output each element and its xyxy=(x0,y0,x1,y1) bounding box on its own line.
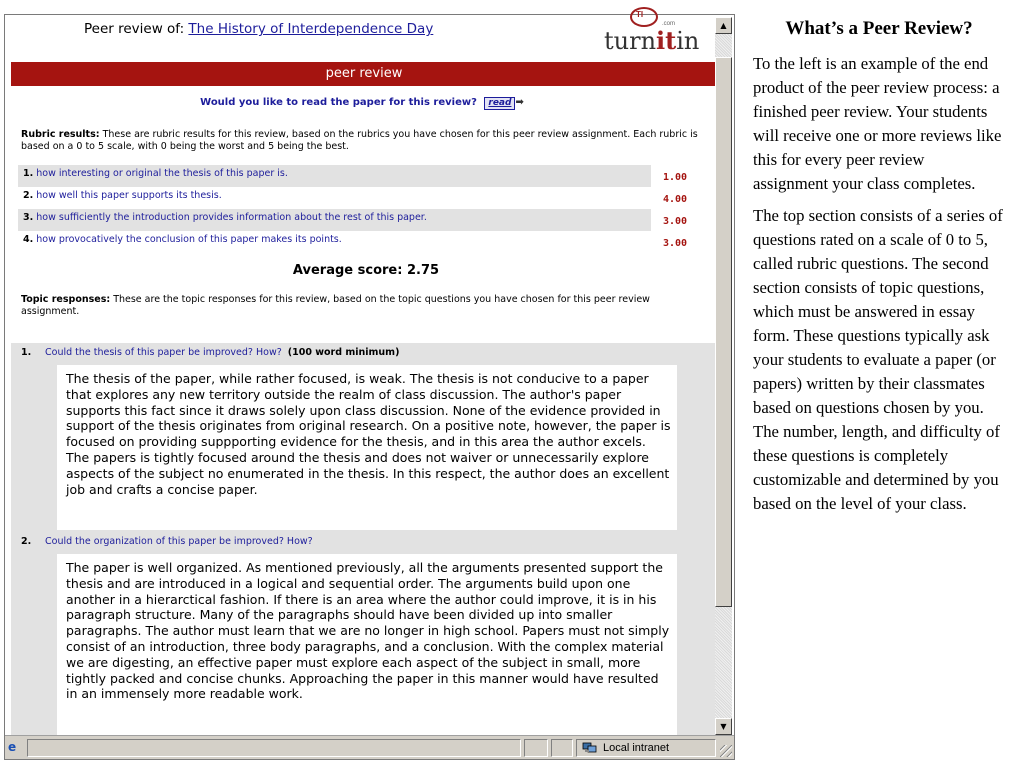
status-pane xyxy=(524,739,548,757)
topic-question-text: Could the organization of this paper be improved? How? xyxy=(45,536,313,547)
internet-explorer-icon: e xyxy=(8,740,17,754)
rubric-row xyxy=(18,231,712,253)
scroll-up-arrow-icon[interactable]: ▲ xyxy=(715,17,732,34)
paper-title-link[interactable]: The History of Interdependence Day xyxy=(188,21,434,37)
rubric-number: 4. xyxy=(23,234,34,245)
rubric-question xyxy=(18,165,651,187)
topic-question-text: Could the thesis of this paper be improved? How? xyxy=(45,347,282,358)
topic-intro xyxy=(21,294,711,318)
rubric-question xyxy=(18,187,651,209)
scroll-down-arrow-icon[interactable]: ▼ xyxy=(715,718,732,735)
topic-question-2 xyxy=(11,532,717,552)
slide-explanation xyxy=(753,18,1003,524)
status-bar xyxy=(5,735,734,759)
topic-answer-text: The thesis of the paper, while rather focused, is weak. The thesis is not conducive to a paper that explores any new territory outside the realm of class discussion. The author's paper supports this fact since it draws solely upon class discussion. None of the evidence provided in support of the thesis originates from original research. On a positive note, however, the paper is focused on providing suppporting evidence for the thesis, and in this area the author excels. The papers is tightly focused around the thesis and does not waiver or unnecessarily explore aspects of the subject no enumerated in the thesis. In this respect, the author does an excellent job and crafts a concise paper. xyxy=(57,365,677,530)
page-viewport xyxy=(9,10,715,735)
read-paper-button[interactable]: read xyxy=(484,97,515,110)
rubric-question xyxy=(18,231,651,253)
local-intranet-icon xyxy=(582,742,598,754)
read-paper-prompt: Would you like to read the paper for this review? xyxy=(200,97,477,108)
rubric-question-text: how provocatively the conclusion of this paper makes its points. xyxy=(36,234,342,245)
topic-number: 1. xyxy=(21,347,32,358)
slide-paragraph: To the left is an example of the end product of the peer review process: a finished peer review. Your students will receive one or more reviews like this for every peer review assignment your class completes. xyxy=(753,54,1002,193)
scrollbar-thumb[interactable] xyxy=(715,57,732,607)
rubric-row xyxy=(18,165,712,187)
read-paper-row xyxy=(9,97,715,110)
peer-review-banner: peer review xyxy=(11,62,717,86)
topic-intro-label: Topic responses: xyxy=(21,294,111,305)
topic-intro-text: These are the topic responses for this review, based on the topic questions you have chosen for this peer review assignment. xyxy=(21,294,650,317)
logo-wordmark xyxy=(604,26,699,55)
logo-text-part-3: in xyxy=(676,27,700,55)
topic-number: 2. xyxy=(21,536,32,547)
logo-text-part-1: turn xyxy=(604,27,657,55)
rubric-score: 3.00 xyxy=(663,216,688,227)
status-text-pane xyxy=(27,739,521,757)
status-pane xyxy=(551,739,573,757)
page-title xyxy=(84,21,433,37)
rubric-question-text: how sufficiently the introduction provides information about the rest of this paper. xyxy=(36,212,427,223)
rubric-question xyxy=(18,209,651,231)
rubric-table xyxy=(18,165,712,253)
resize-grip[interactable] xyxy=(720,745,732,757)
rubric-intro-label: Rubric results: xyxy=(21,129,100,140)
browser-window xyxy=(4,10,735,760)
read-arrow-icon[interactable]: ➡ xyxy=(515,97,524,108)
slide-paragraph: The top section consists of a series of questions rated on a scale of 0 to 5, called rubric questions. The second section consists of topic questions, which must be answered in essay form. These questions typically ask your students to evaluate a paper (or papers) written by their classmates based on questions chosen by you. The number, length, and difficulty of these questions is completely customizable and determined by you based on the level of your class. xyxy=(753,206,1003,513)
average-score-value: 2.75 xyxy=(406,263,440,278)
rubric-number: 2. xyxy=(23,190,34,201)
turnitin-logo[interactable] xyxy=(602,10,712,57)
logo-ring-text: TI xyxy=(636,10,644,19)
slide-heading: What’s a Peer Review? xyxy=(785,18,973,39)
rubric-question-text: how well this paper supports its thesis. xyxy=(36,190,222,201)
topic-question-1 xyxy=(11,343,717,363)
average-score-label: Average score: xyxy=(292,263,403,278)
page-title-prefix: Peer review of: xyxy=(84,21,189,37)
rubric-number: 3. xyxy=(23,212,34,223)
topic-response-2 xyxy=(11,552,717,738)
average-score xyxy=(9,263,715,278)
topic-answer-text: The paper is well organized. As mentioned previously, all the arguments presented support the thesis and are introduced in a logical and sequential order. The arguments build upon one another in a hierarctical fashion. If there is an area where the author could improve, it is in his paragraph structure. Many of the paragraphs should have been divided up into smaller paragraphs. The author must learn that we are no longer in high school. Papers must not simply consist of an introduction, three body paragraphs, and a conclusion. With the complex material we are digesting, an effective paper must explore each aspect of the subject in small, more tightly packed and concise chunks. Approaching the paper in this manner would have resulted in an immensely more readable work. xyxy=(57,554,677,737)
rubric-score: 4.00 xyxy=(663,194,688,205)
rubric-row xyxy=(18,209,712,231)
rubric-question-text: how interesting or original the thesis of this paper is. xyxy=(36,168,288,179)
rubric-intro-text: These are rubric results for this review, based on the rubrics you have chosen for this peer review assignment. Each rubric is based on a 0 to 5 scale, with 0 being the worst and 5 being the best. xyxy=(21,129,698,152)
rubric-intro xyxy=(21,129,711,153)
logo-com-text: .com xyxy=(662,21,676,27)
logo-ring-icon xyxy=(630,7,658,27)
rubric-number: 1. xyxy=(23,168,34,179)
topic-requirement: (100 word minimum) xyxy=(287,347,400,358)
security-zone xyxy=(576,739,716,757)
rubric-score: 1.00 xyxy=(663,172,688,183)
vertical-scrollbar[interactable] xyxy=(715,17,732,735)
rubric-row xyxy=(18,187,712,209)
rubric-score: 3.00 xyxy=(663,238,688,249)
logo-text-part-2: it xyxy=(656,26,677,55)
security-zone-label: Local intranet xyxy=(603,742,670,754)
topic-response-1 xyxy=(11,363,717,532)
